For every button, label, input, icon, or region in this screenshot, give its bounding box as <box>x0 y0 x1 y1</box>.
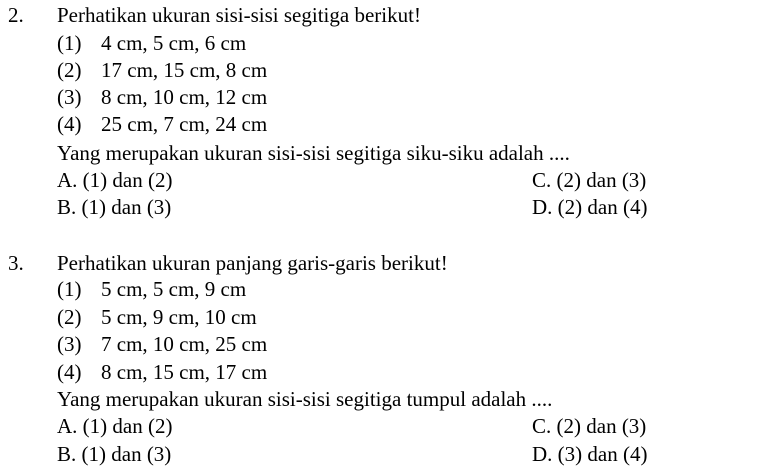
item-value: 17 cm, 15 cm, 8 cm <box>101 58 268 82</box>
option-d: D. (3) dan (4) <box>532 442 648 466</box>
option-b: B. (1) dan (3) <box>57 442 172 466</box>
question-number: 3. <box>8 251 24 275</box>
option-a: A. (1) dan (2) <box>57 168 173 192</box>
item-label: (2) <box>57 58 82 82</box>
option-c: C. (2) dan (3) <box>532 168 647 192</box>
item-label: (4) <box>57 112 82 136</box>
option-b: B. (1) dan (3) <box>57 195 172 219</box>
question-prompt: Yang merupakan ukuran sisi-sisi segitiga tumpul adalah .... <box>57 387 553 411</box>
item-label: (3) <box>57 85 82 109</box>
item-value: 25 cm, 7 cm, 24 cm <box>101 112 268 136</box>
item-value: 5 cm, 9 cm, 10 cm <box>101 305 257 329</box>
item-label: (1) <box>57 277 82 301</box>
option-d: D. (2) dan (4) <box>532 195 648 219</box>
item-value: 8 cm, 10 cm, 12 cm <box>101 85 268 109</box>
item-value: 7 cm, 10 cm, 25 cm <box>101 332 268 356</box>
item-label: (1) <box>57 31 82 55</box>
item-label: (2) <box>57 305 82 329</box>
item-value: 4 cm, 5 cm, 6 cm <box>101 31 247 55</box>
option-c: C. (2) dan (3) <box>532 414 647 438</box>
question-stem: Perhatikan ukuran panjang garis-garis berikut! <box>57 251 448 275</box>
item-label: (3) <box>57 332 82 356</box>
item-value: 5 cm, 5 cm, 9 cm <box>101 277 247 301</box>
question-prompt: Yang merupakan ukuran sisi-sisi segitiga siku-siku adalah .... <box>57 141 570 165</box>
question-number: 2. <box>8 3 24 27</box>
item-label: (4) <box>57 360 82 384</box>
item-value: 8 cm, 15 cm, 17 cm <box>101 360 268 384</box>
question-stem: Perhatikan ukuran sisi-sisi segitiga berikut! <box>57 3 421 27</box>
option-a: A. (1) dan (2) <box>57 414 173 438</box>
